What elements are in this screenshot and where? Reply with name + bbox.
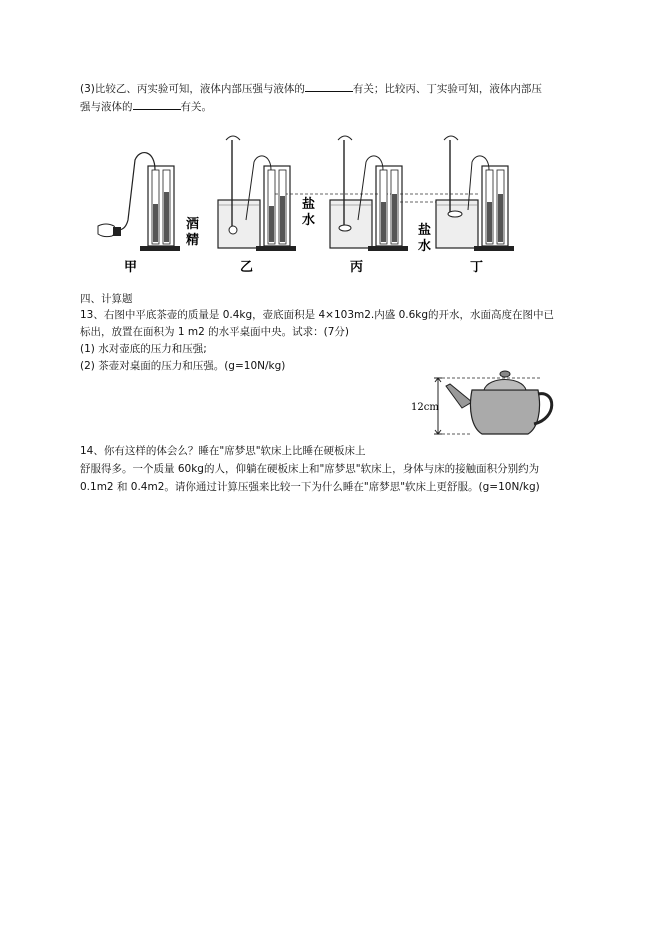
question-3-text-b: 有关；比较丙、丁实验可知，液体内部压 xyxy=(352,83,542,95)
section-title: 四、计算题 xyxy=(80,293,133,305)
salt-water-label-3: 盐 xyxy=(418,223,432,238)
salt-water-label-4: 水 xyxy=(418,239,432,254)
label-ding: 丁 xyxy=(470,260,484,275)
question-13-line-1: 13、右图中平底茶壶的质量是 0.4kg，壶底面积是 4×103m2.内盛 0.6kg的开水，水面高度在图中已 xyxy=(80,309,555,321)
question-13-sub-2: (2) 茶壶对桌面的压力和压强。(g=10N/kg) xyxy=(80,360,286,372)
setup-bing xyxy=(302,136,408,251)
setup-yi xyxy=(185,136,296,251)
label-bing: 丙 xyxy=(350,260,364,275)
setup-ding xyxy=(418,136,514,254)
label-jia: 甲 xyxy=(124,260,138,275)
question-14-line-3: 0.1m2 和 0.4m2。请你通过计算压强来比较一下为什么睡在"席梦思"软床上更舒服。(g=10N/kg) xyxy=(80,481,540,493)
height-label: 12cm xyxy=(411,402,439,413)
answer-blank-2[interactable] xyxy=(133,99,181,110)
alcohol-label-2: 精 xyxy=(186,233,200,248)
salt-water-label-1: 盐 xyxy=(302,197,316,212)
alcohol-label-1: 酒 xyxy=(186,217,200,232)
salt-water-label-2: 水 xyxy=(302,213,316,228)
question-14-line-2: 舒服得多。一个质量 60kg的人，仰躺在硬板床上和"席梦思"软床上，身体与床的接触面积分别约为 xyxy=(80,463,540,475)
question-3-line-2 xyxy=(80,99,212,114)
question-3-line-1 xyxy=(80,81,542,96)
setup-jia xyxy=(98,153,180,251)
pressure-experiment-figure xyxy=(0,130,661,280)
teapot-figure xyxy=(410,362,570,442)
question-3-text-d: 有关。 xyxy=(180,101,212,113)
question-13-sub-1: (1) 水对壶底的压力和压强; xyxy=(80,343,207,355)
question-13-line-2: 标出，放置在面积为 1 m2 的水平桌面中央。试求：(7分) xyxy=(80,326,349,338)
label-yi: 乙 xyxy=(240,260,254,275)
question-14-line-1: 14、你有这样的体会么？睡在"席梦思"软床上比睡在硬板床上 xyxy=(80,445,366,457)
question-3-text-c: 强与液体的 xyxy=(80,101,133,113)
answer-blank-1[interactable] xyxy=(305,81,353,92)
question-3-text-a: (3)比较乙、丙实验可知，液体内部压强与液体的 xyxy=(80,83,305,95)
